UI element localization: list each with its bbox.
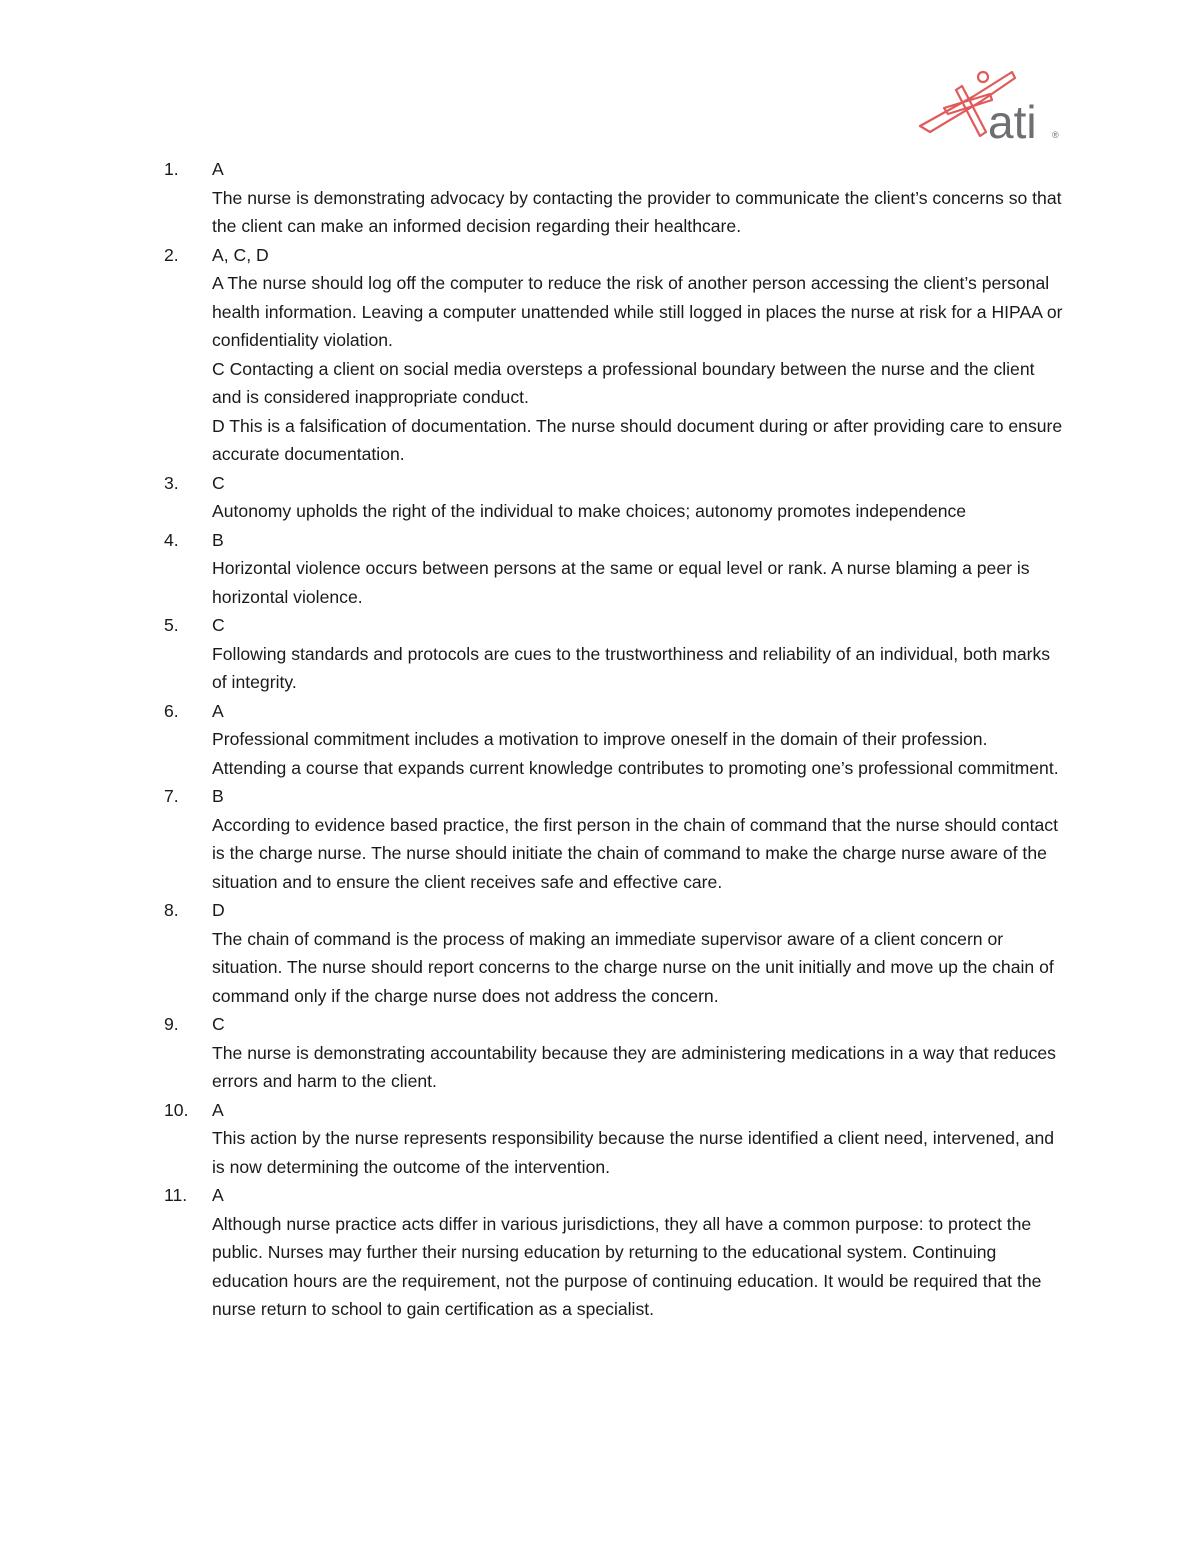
item-number: 2.	[164, 244, 179, 265]
item-body	[212, 697, 1064, 783]
item-body	[212, 155, 1064, 241]
item-answer-letter: C	[212, 615, 225, 635]
item-body	[212, 1010, 1064, 1096]
answer-item	[164, 155, 1064, 241]
item-rationale: Professional commitment includes a motivation to improve oneself in the domain of their profession. Attending a course that expands current knowledge contributes to promoting one’s professional commitment.	[212, 729, 1059, 778]
item-rationale: Although nurse practice acts differ in various jurisdictions, they all have a common purpose: to protect the public. Nurses may further their nursing education by returning to the educational system. Continuing education hours are the requirement, not the purpose of continuing education. It would be required that the nurse return to school to gain certification as a specialist.	[212, 1213, 1042, 1319]
item-body	[212, 1096, 1064, 1182]
ati-logo	[916, 68, 1066, 148]
item-rationale: D This is a falsification of documentation. The nurse should document during or after providing care to ensure accurate documentation.	[212, 415, 1063, 464]
answer-item	[164, 241, 1064, 469]
item-number: 7.	[164, 786, 179, 806]
item-number: 6.	[164, 700, 179, 721]
item-answer-letter: A	[212, 1185, 224, 1205]
item-number: 10.	[164, 1099, 189, 1120]
item-number: 4.	[164, 529, 179, 550]
item-answer-letter: B	[212, 529, 224, 550]
item-number: 9.	[164, 1014, 179, 1034]
answer-item	[164, 526, 1064, 612]
answer-item	[164, 782, 1064, 896]
item-answer-letter: A	[212, 1099, 224, 1120]
item-body	[212, 611, 1064, 697]
registered-mark: ®	[1052, 130, 1059, 140]
item-rationale: C Contacting a client on social media oversteps a professional boundary between the nurse and the client and is considered inappropriate conduct.	[212, 358, 1035, 407]
item-number: 8.	[164, 900, 179, 920]
item-number: 3.	[164, 472, 179, 493]
answer-item	[164, 469, 1064, 526]
item-body	[212, 241, 1064, 469]
item-number: 11.	[164, 1185, 188, 1205]
item-body	[212, 782, 1064, 896]
item-rationale: Autonomy upholds the right of the individual to make choices; autonomy promotes independence	[212, 501, 967, 521]
item-rationale: Horizontal violence occurs between persons at the same or equal level or rank. A nurse blaming a peer is horizontal violence.	[212, 558, 1030, 607]
item-answer-letter: A, C, D	[212, 244, 269, 265]
ati-logo-icon	[916, 68, 1066, 148]
item-body	[212, 469, 1064, 526]
item-answer-letter: C	[212, 1014, 225, 1034]
item-rationale: Following standards and protocols are cues to the trustworthiness and reliability of an individual, both marks of integrity.	[212, 643, 1051, 692]
item-rationale: A The nurse should log off the computer to reduce the risk of another person accessing the client’s personal health information. Leaving a computer unattended while still logged in places the nurse at risk for a HIPAA or confidentiality violation.	[212, 273, 1063, 350]
item-number: 1.	[164, 159, 179, 179]
item-answer-letter: D	[212, 900, 225, 920]
answer-key-list	[164, 155, 1064, 1324]
item-number: 5.	[164, 615, 179, 635]
answer-item	[164, 697, 1064, 783]
item-rationale: This action by the nurse represents responsibility because the nurse identified a client need, intervened, and is now determining the outcome of the intervention.	[212, 1128, 1055, 1177]
item-answer-letter: B	[212, 786, 224, 806]
item-body	[212, 1181, 1064, 1324]
item-answer-letter: A	[212, 700, 224, 721]
answer-item	[164, 1010, 1064, 1096]
item-answer-letter: C	[212, 472, 225, 493]
item-rationale: The nurse is demonstrating advocacy by contacting the provider to communicate the client’s concerns so that the client can make an informed decision regarding their healthcare.	[212, 187, 1062, 236]
answer-item	[164, 611, 1064, 697]
answer-item	[164, 896, 1064, 1010]
answer-item	[164, 1181, 1064, 1324]
answer-item	[164, 1096, 1064, 1182]
item-body	[212, 526, 1064, 612]
ati-logo-text: ati	[988, 96, 1037, 148]
item-body	[212, 896, 1064, 1010]
item-rationale: The nurse is demonstrating accountability because they are administering medications in a way that reduces errors and harm to the client.	[212, 1042, 1056, 1091]
item-rationale: The chain of command is the process of making an immediate supervisor aware of a client concern or situation. The nurse should report concerns to the charge nurse on the unit initially and move up the chain of command only if the charge nurse does not address the concern.	[212, 928, 1054, 1006]
item-answer-letter: A	[212, 159, 224, 179]
item-rationale: According to evidence based practice, the first person in the chain of command that the nurse should contact is the charge nurse. The nurse should initiate the chain of command to make the charge nurse aware of the situation and to ensure the client receives safe and effective care.	[212, 814, 1058, 892]
